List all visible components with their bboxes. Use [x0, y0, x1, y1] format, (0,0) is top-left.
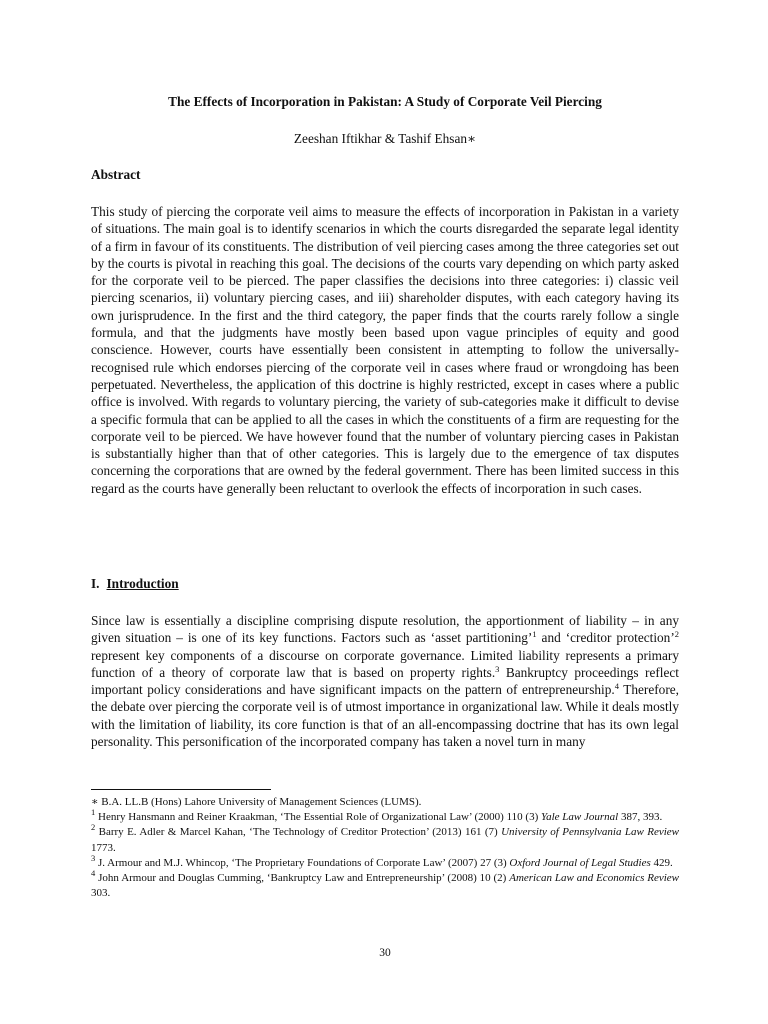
- footnote-text: Henry Hansmann and Reiner Kraakman, ‘The Essential Role of Organizational Law’ (2000) 110 (3): [95, 811, 542, 824]
- footnote-citation: 303.: [91, 887, 111, 900]
- footnote-journal: Oxford Journal of Legal Studies: [509, 856, 651, 869]
- footnote-author: [91, 795, 679, 810]
- paper-title: The Effects of Incorporation in Pakistan: A Study of Corporate Veil Piercing: [168, 94, 602, 109]
- footnote-text: Barry E. Adler & Marcel Kahan, ‘The Technology of Creditor Protection’ (2013) 161 (7): [95, 826, 502, 839]
- page-number: 30: [379, 947, 391, 959]
- footnote-mark: ∗: [91, 796, 99, 808]
- footnote-2: [91, 822, 679, 855]
- footnote-text: B.A. LL.B (Hons) Lahore University of Management Sciences (LUMS).: [98, 796, 422, 808]
- footnote-journal: American Law and Economics Review: [509, 872, 679, 885]
- abstract-heading: Abstract: [91, 167, 141, 182]
- footnote-citation: 1773.: [91, 841, 116, 854]
- footnote-journal: University of Pennsylvania Law Review: [501, 826, 679, 839]
- footnote-citation: 429.: [650, 856, 673, 869]
- intro-text-segment: represent key components of a discourse on corporate governance. Limited liability represents a primary function of a theory of corporate law that is based on property rights.: [91, 647, 679, 680]
- footnote-citation: 387, 393.: [618, 811, 663, 824]
- intro-text-segment: Bankruptcy proceedings reflect important policy considerations and have significant impacts on the pattern of entrepreneurship.: [91, 664, 679, 698]
- footnote-journal: Yale Law Journal: [541, 811, 619, 824]
- footnote-mark: 3: [91, 852, 96, 863]
- intro-text-segment: Since law is essentially a discipline comprising dispute resolution, the apportionment of liability – in any given situation – is one of its key functions. Factors such as ‘asset partitioning’: [91, 613, 679, 646]
- footnote-ref-4: 4: [614, 681, 619, 692]
- footnote-ref-2: 2: [674, 629, 680, 640]
- footnote-ref-1: 1: [532, 629, 537, 640]
- footnote-1: [91, 807, 679, 825]
- footnote-ref-3: 3: [495, 663, 500, 674]
- footnote-3: [91, 852, 679, 871]
- introduction-paragraph: [91, 612, 679, 750]
- author-names: Zeeshan Iftikhar & Tashif Ehsan: [293, 131, 468, 146]
- footnote-divider: [91, 789, 271, 790]
- footnote-mark: 4: [91, 868, 96, 879]
- footnote-mark: 2: [91, 822, 96, 833]
- section-heading-introduction: [91, 576, 179, 592]
- footnote-text: John Armour and Douglas Cumming, ‘Bankruptcy Law and Entrepreneurship’ (2008) 10 (2): [95, 872, 510, 885]
- abstract-paragraph: This study of piercing the corporate veil aims to measure the effects of incorporation in Pakistan in a variety of situations. The main goal is to identify scenarios in which the courts disregarded the separate legal identity of a firm in favour of its constituents. The distribution of veil piercing cases among the three categories set out by the courts is pivotal in reaching this goal. The decisions of the courts vary depending on which party asked for the corporate veil to be pierced. The paper classifies the decisions into three categories: i) classic veil piercing scenarios, ii) voluntary piercing cases, and iii) shareholder disputes, with each category having its own jurisprudence. In the first and the third category, the paper finds that the courts rarely follow a single formula, and that the judgments have mostly been based upon vague principles of equity and good conscience. However, courts have essentially been consistent in attempting to follow the universally-recognised rule which endorses piercing of the corporate veil in cases where fraud or wrongdoing has been perpetuated. Nevertheless, the application of this doctrine is highly restricted, except in cases where a public office is involved. With regards to voluntary piercing, the variety of sub-categories make it difficult to devise a specific formula that can be applied to all the cases in which the constituents of a firm are requesting for the corporate veil to be pierced. We have however found that the number of voluntary piercing cases in Pakistan is substantially higher than that of other categories. This is largely due to the emergence of tax disputes concerning the corporations that are owned by the federal government. There has been limited success in this regard as the courts have generally been reluctant to overlook the effects of incorporation in such cases.: [91, 204, 679, 496]
- footnote-mark: 1: [91, 807, 96, 818]
- intro-text-segment: and ‘creditor protection’: [536, 630, 675, 646]
- section-number: I.: [91, 576, 100, 591]
- footnote-4: [91, 868, 679, 901]
- author-line: [91, 131, 679, 147]
- intro-text-segment: Therefore, the debate over piercing the corporate veil is of utmost importance in organizational law. While it deals mostly with the limitation of liability, its core function is that of an all-encompassing doctrine that has its own legal personality. This personification of the incorporated company has taken a novel turn in many: [91, 682, 679, 750]
- footnote-text: J. Armour and M.J. Whincop, ‘The Proprietary Foundations of Corporate Law’ (2007) 27 (3): [95, 856, 510, 869]
- footnotes: [91, 795, 679, 901]
- author-footnote-marker: ∗: [467, 131, 477, 146]
- section-title: Introduction: [106, 576, 179, 591]
